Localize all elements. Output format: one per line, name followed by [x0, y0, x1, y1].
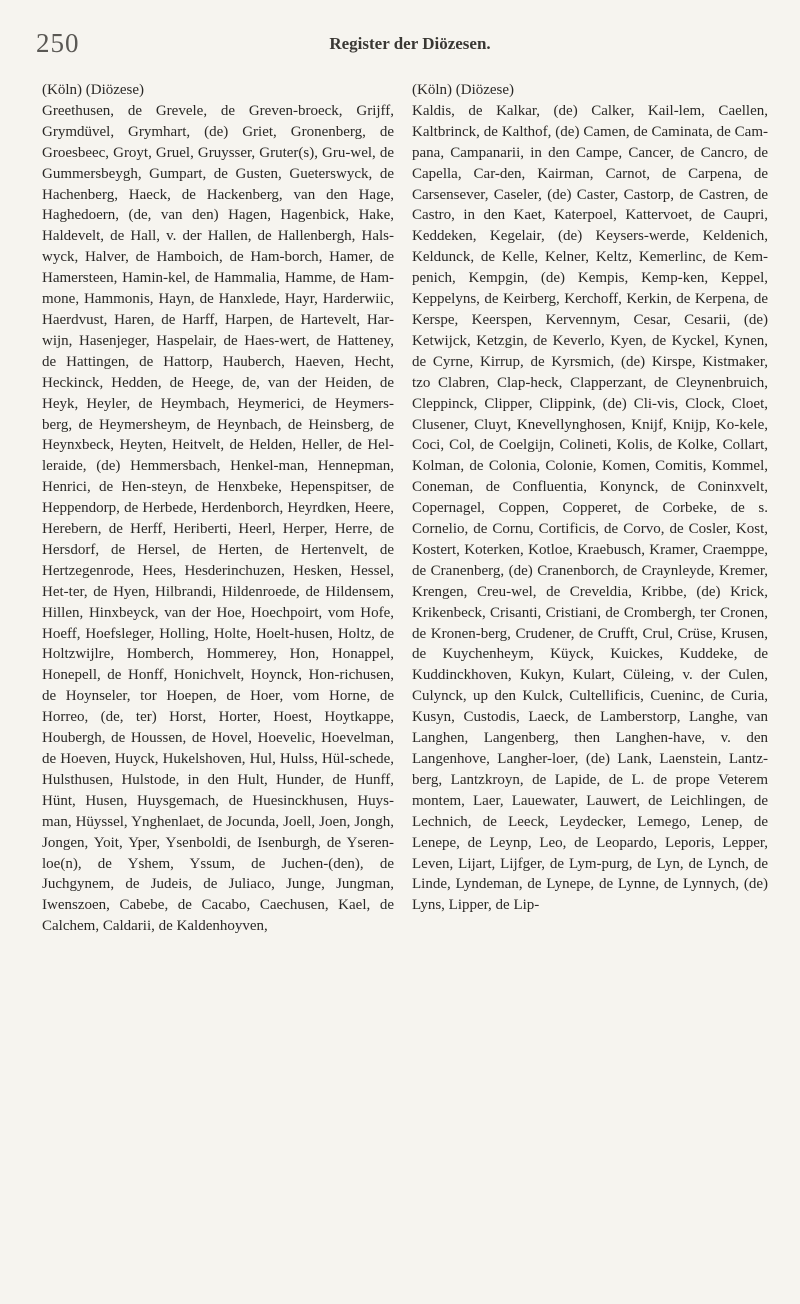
column-heading: (Köln) (Diözese): [42, 82, 145, 98]
column-heading: (Köln) (Diözese): [412, 82, 515, 98]
page-number: 250: [36, 28, 80, 58]
running-title: Register der Diözesen.: [329, 34, 491, 53]
column-text: Greethusen, de Grevele, de Greven-broeck, Grijff, Grymdüvel, Grymhart, (de) Griet, Gronenberg, de Groesbeec, Groyt, Gruel, Gruysser, Gruter(s), Gru-wel, de Gummersbeygh, Gumpart, de Gusten, Gueterswyck, de Hachenberg, Haeck, de Hackenberg, van den Hage, Haghedoern, (de, van den) Hagen, Hagenbick, Hake, Haldevelt, de Hall, v. der Hallen, de Hallenbergh, Hals-wyck, Halver, de Hamboich, de Ham-borch, Hamer, de Hamersteen, Hamin-kel, de Hammalia, Hamme, de Ham-mone, Hammonis, Hayn, de Hanxlede, Hayr, Harderwiic, Haerdvust, Haren, de Harff, Harpen, de Hartevelt, Har-wijn, Hasenjeger, Haspelair, de Haes-wert, de Hatteney, de Hattingen, de Hattorp, Hauberch, Haeven, Hecht, Heckinck, Hedden, de Heege, de, van der Heiden, de Heyk, Heyler, de Heymbach, Heymerici, de Heymers-berg, de Heymersheym, de Heynbach, de Heinsberg, de Heynxbeck, Heyten, Heitvelt, de Helden, Heller, de Hel-leraide, (de) Hemmersbach, Henkel-man, Hennepman, Henrici, de Hen-steyn, de Henxbeke, Hepenspitser, de Heppendorp, de Herbede, Herdenborch, Heyrdken, Heere, Herebern, de Herff, Heriberti, Heerl, Herper, Herre, de Hersdorf, de Hersel, de Herten, de Hertenvelt, de Hertzegenrode, Hees, Hesderinchuzen, Hesken, Hessel, Het-ter, de Hyen, Hilbrandi, Hildenroede, de Hildensem, Hillen, Hinxbeyck, van der Hoe, Hoechpoirt, vom Hofe, Hoeff, Hoefsleger, Holling, Holte, Hoelt-husen, Holtz, de Holtzwijlre, Homberch, Hommerey, Hon, Honappel, Honepell, de Honff, Honichvelt, Hoynck, Hon-richusen, de Hoynseler, tor Hoepen, de Hoer, vom Horne, de Horreo, (de, ter) Horst, Horter, Hoest, Hoytkappe, Houbergh, de Houssen, de Hovel, Hoevelic, Hoevelman, de Hoeven, Huyck, Hukelshoven, Hul, Hulss, Hül-schede, Hulsthusen, Hulstode, in den Hult, Hunder, de Hunff, Hünt, Husen, Huysgemach, de Huesinckhusen, Huys-man, Hüyssel, Ynghenlaet, de Jocunda, Joell, Joen, Jongh, Jongen, Yoit, Yper, Ysenboldi, de Isenburgh, de Yseren-loe(n), de Yshem, Yssum, de Juchen-(den), de Juchgynem, de Judeis, de Juliaco, Junge, Jungman, Iwenszoen, Cabebe, de Cacabo, Caechusen, Kael, de Calchem, Caldarii, de Kaldenhoyven,: [42, 102, 394, 935]
column-text: Kaldis, de Kalkar, (de) Calker, Kail-lem, Caellen, Kaltbrinck, de Kalthof, (de) Camen, de Caminata, de Cam-pana, Campanarii, in den Campe, Cancer, de Cancro, de Capella, Car-den, Kairman, Carnot, de Carpena, de Carsensever, Caseler, (de) Caster, Castorp, de Castren, de Castro, in den Kaet, Katerpoel, Kattervoet, de Caupri, Keddeken, Kegelair, (de) Keysers-werde, Keldenich, Keldunck, de Kelle, Kelner, Keltz, Kemerlinc, de Kem-penich, Kempgin, (de) Kempis, Kemp-ken, Keppel, Keppelyns, de Keirberg, Kerchoff, Kerkin, de Kerpena, de Kerspe, Keerspen, Kervennym, Cesar, Cesarii, (de) Ketwijck, Ketzgin, de Keverlo, Kyen, de Kyckel, Kynen, de Cyrne, Kirrup, de Kyrsmich, (de) Kirspe, Kistmaker, tzo Clabren, Clap-heck, Clapperzant, de Cleynenbruich, Cleppinck, Clipper, Clippink, (de) Cli-vis, Clock, Cloet, Clusener, Cluyt, Knevellynghosen, Knijf, Knijp, Ko-kele, Coci, Col, de Coelgijn, Colineti, Kolis, de Kolke, Collart, Kolman, de Colonia, Colonie, Komen, Comitis, Kommel, Coneman, de Confluentia, Konynck, de Coninxvelt, Copernagel, Coppen, Copperet, de Corbeke, de s. Cornelio, de Cornu, Cortificis, de Corvo, de Cosler, Kost, Kostert, Koterken, Kotloe, Kraebusch, Kramer, Craemppe, de Cranenberg, (de) Cranenborch, de Craynleyde, Kremer, Krengen, Creu-wel, de Creveldia, Kribbe, (de) Krick, Krikenbeck, Crisanti, Cristiani, de Crombergh, ter Cronen, de Kronen-berg, Crudener, de Crufft, Crul, Crüse, Krusen, de Kuychenheym, Küyck, Kuickes, Kuddeke, de Kuddinckhoven, Kukyn, Kulart, Cüleing, v. der Culen, Culynck, up den Kulck, Cultellificis, Cueninc, de Curia, Kusyn, Custodis, Laeck, de Lamberstorp, Langhe, van Langhen, Langenberg, then Langhen-have, v. den Langenhove, Langher-loer, (de) Lank, Laenstein, Lantz-berg, Lantzkroyn, de Lapide, de L. de prope Veterem montem, Laer, Lauewater, Lauwert, de Leichlingen, de Lechnich, de Leeck, Leydecker, Lemego, Lenep, de Lenepe, de Leynp, Leo, de Leopardo, Leporis, Lepper, Leven, Lijart, Lijfger, de Lym-purg, de Lyn, de Lynch, de Linde, Lyndeman, de Lynepe, de Lynne, de Lynnych, (de) Lyns, Lipper, de Lip-: [412, 102, 768, 914]
text-column-right: [412, 80, 768, 916]
page-header: [0, 28, 800, 58]
text-column-left: [42, 80, 394, 937]
